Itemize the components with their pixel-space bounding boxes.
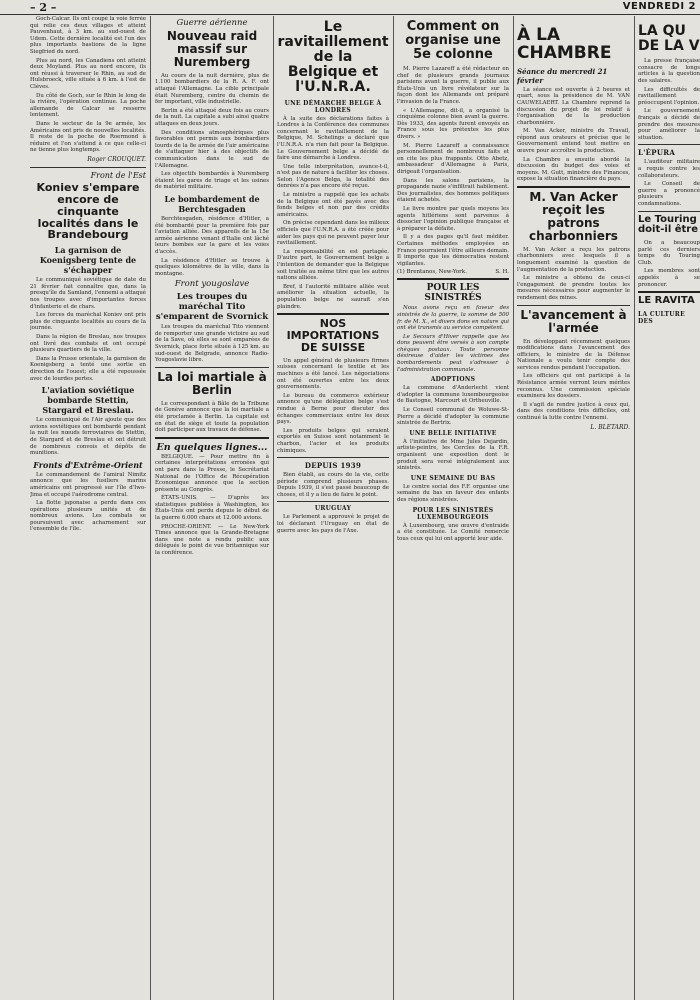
article-paragraph: On a beaucoup parlé ces derniers temps du Touring Club. xyxy=(638,240,700,266)
headline-adoptions: ADOPTIONS xyxy=(430,376,476,384)
section-rubric: Front yougoslave xyxy=(174,279,250,290)
headline-sinistres: POUR LES SINISTRÉS xyxy=(424,283,482,304)
column-rule xyxy=(150,16,151,1000)
article-paragraph: Le ministre a obtenu de ceux-ci l'engagement de prendre toutes les mesures nécessaires pour augmenter le rendement des mines. xyxy=(517,275,630,301)
article-paragraph: La résidence d'Hitler se trouve à quelques kilomètres de la ville, dans la montagne. xyxy=(155,257,269,277)
article-paragraph: Du côté de Goch, sur le Rhin le long de la rivière, l'opération continue. La poche allemande de Calcar se resserre lentement. xyxy=(30,92,146,119)
page-header xyxy=(0,0,700,15)
article-paragraph: Le Conseil de guerre a prononcé plusieurs condamnations. xyxy=(638,181,700,207)
article-paragraph: Le commandement de l'amiral Nimitz annonce que les fusiliers marins américains ont progressé sur l'île d'Iwo-Jima et occupé l'aérodrome central. xyxy=(30,471,146,498)
article-paragraph: Il y a des pages qu'il faut méditer. Certaines méthodes employées en France pourraient l'être ailleurs demain. Il importe que les démocraties restent vigilantes. xyxy=(397,234,509,267)
subheadline-koenigsberg: La garnison de Koenigsberg tente de s'échapper xyxy=(39,245,137,276)
subheadline-berchtesgaden: Le bombardement de Berchtesgaden xyxy=(164,193,260,214)
headline-koniev: Koniev s'empare encore de cinquante localités dans le Brandebourg xyxy=(36,180,140,242)
divider xyxy=(517,305,630,306)
article-paragraph: Le Conseil communal de Woluwe-St-Pierre a décidé d'adopter la commune sinistrée de Bertrix. xyxy=(397,407,509,427)
headline-epuration: L'ÉPURA xyxy=(638,148,676,158)
article-paragraph: M. Van Acker, ministre du Travail, répond aux orateurs et précise que le Gouvernement entend tout mettre en œuvre pour accroître la production. xyxy=(517,128,630,155)
article-paragraph: Le correspondant à Bâle de la Tribune de Genève annonce que la loi martiale a été proclamée à Berlin. La capitale est en état de siège et toute la population doit participer aux travaux de défense. xyxy=(155,400,269,434)
article-paragraph: En développant récemment quelques modifications dans l'avancement des officiers, le ministre de la Défense Nationale a voulu tenir compte des services rendus pendant l'occupation. xyxy=(517,338,630,371)
article-paragraph: Le Secours d'Hiver rappelle que les dons peuvent être versés à son compte chèques postaux. Toute personne désireuse d'aider les victimes des bombardements peut s'adresser à l'administration communale. xyxy=(397,333,509,373)
brief-item: PROCHE-ORIENT. — Le New-York Times annonce que la Grande-Bretagne dans une note a rendu public aux délégués le point de vue britannique sur la conférence. xyxy=(155,523,269,557)
article-paragraph: Dans le secteur de la 9e armée, les Américains ont pris de nouvelles localités. Il reste de la poche de Roermond à réduire et l'on s'attend à ce que celle-ci ne tienne plus longtemps. xyxy=(30,120,146,154)
headline-loi-martiale: La loi martiale à Berlin xyxy=(157,369,267,397)
divider xyxy=(277,313,389,315)
article-paragraph: Le communiqué de l'Air ajoute que des avions soviétiques ont bombardé pendant la nuit les nœuds ferroviaires de Stettin, de Stargard et de Breslau et ont détruit de nombreux convois et dépôts de munitions. xyxy=(30,417,146,457)
headline-uruguay: URUGUAY xyxy=(314,505,352,513)
article-paragraph: Bien établi, au cours de la vie, cette période comprend plusieurs phases. Depuis 1939, il s'est passé beaucoup de choses, et il y a lieu de faire le point. xyxy=(277,472,389,498)
author-signature: S. H. xyxy=(495,269,509,276)
article-paragraph: On précise cependant dans les milieux officiels que l'U.N.R.A. a été créée pour aider les pays qui ne peuvent payer leur ravitaillement. xyxy=(277,220,389,247)
article-paragraph: La responsabilité en est partagée. D'autre part, le Gouvernement belge a l'intention de demander que la Belgique soit traitée au même titre que les autres nations alliées. xyxy=(277,248,389,282)
article-paragraph: M. Pierre Lazareff a été rédacteur en chef de plusieurs grands journaux parisiens avant la guerre, il publie aux États-Unis un livre révélateur sur la façon dont les Allemands ont préparé l'invasion de la France. xyxy=(397,66,509,106)
divider xyxy=(638,291,700,293)
subheadline-extreme-orient: Fronts d'Extrême-Orient xyxy=(33,459,143,470)
article-paragraph: Les troupes du maréchal Tito viennent de remporter une grande victoire au sud de la Save, où elles se sont emparées de Svornick, place forte située à 125 km. au sud-ouest de Belgrade, annonce Radio-Yougoslavie libre. xyxy=(155,324,269,364)
article-paragraph: Goch-Calcar. Ils ont coupé la voie ferrée qui relie ces deux villages et atteint Pauvenhaut, à 3 km. au sud-ouest de Udem. Cette dernière localité est l'un des plus importants bastions de la ligne Siegfried du nord. xyxy=(30,16,146,55)
divider xyxy=(277,457,389,458)
article-paragraph: À l'initiative de Mme Jules Dejardin, artiste-peintre, les Cercles de la F.R. organisent une exposition dont le produit sera versé intégralement aux sinistrés. xyxy=(397,438,509,472)
article-paragraph: Les produits belges qui seraient exportés en Suisse sont notamment le charbon, l'acier et les produits chimiques. xyxy=(277,427,389,454)
article-paragraph: Bref, il l'autorité militaire alliée veut améliorer la situation actuelle, la population belge ne saurait s'en plaindre. xyxy=(277,283,389,310)
column-rule xyxy=(393,16,394,1000)
headline-depuis-1939: DEPUIS 1939 xyxy=(304,461,362,471)
section-quelques-lignes: En quelques lignes... xyxy=(156,441,268,453)
article-paragraph: À la suite des déclarations faites à Londres à la Conférence des communes concernant le ravitaillement de la Belgique, M. Schelings a déclaré que l'U.N.R.A. n'a rien fait pour la Belgique. Le Gouvernement belge a décidé de faire une démarche à Londres. xyxy=(277,115,389,162)
headline-question: LA QU DE LA V xyxy=(638,23,700,55)
article-paragraph: Le ministre a rappelé que les achats de la Belgique ont été payés avec des fonds belges et non par des crédits américains. xyxy=(277,192,389,218)
headline-avancement: L'avancement à l'armée xyxy=(520,307,627,335)
headline-tito: Les troupes du maréchal Tito s'emparent de Svornick xyxy=(155,292,269,323)
session-date: Séance du mercredi 21 février xyxy=(517,66,608,85)
article-paragraph: M. Van Acker a reçu les patrons charbonniers avec lesquels il a longuement examiné la question de l'augmentation de la production. xyxy=(517,246,630,273)
article-paragraph: L'auditeur militaire a requis contre les collaborateurs. xyxy=(638,159,700,179)
article-paragraph: Dans la Prusse orientale, la garnison de Koenigsberg a tenté une sortie en direction de l'ouest; elle a été repoussée avec de lourdes pertes. xyxy=(30,355,146,382)
author-signature: Roger CROUQUET. xyxy=(87,155,146,163)
article-paragraph: La presse française consacre de longs articles à la question des salaires. xyxy=(638,58,700,84)
article-paragraph: Berlin a été attaqué deux fois au cours de la nuit. La capitale a subi ainsi quatre attaques en deux jours. xyxy=(155,107,269,128)
article-paragraph: Les forces du maréchal Koniev ont pris plus de cinquante localités au cours de la journée. xyxy=(30,312,146,332)
article-paragraph: Le gouvernement français a décidé de prendre des mesures pour améliorer la situation. xyxy=(638,108,700,141)
article-paragraph: Au cours de la nuit dernière, plus de 1.100 bombardiers de la R. A. F. ont attaqué l'Allemagne. La cible principale était Nuremberg, centre du chemin de fer important, ville industrielle. xyxy=(155,72,269,106)
article-paragraph: Une telle interprétation, avance-t-il, n'est pas de nature à faciliter les choses. Selon l'Agence Belga, la totalité des denrées n'a pas encore été reçue. xyxy=(277,163,389,190)
author-signature: L. BLETARD. xyxy=(590,423,630,431)
article-paragraph: Le Parlement a approuvé le projet de loi déclarant l'Uruguay en état de guerre avec les pays de l'Axe. xyxy=(277,514,389,534)
article-paragraph: « L'Allemagne, dit-il, a organisé la cinquième colonne bien avant la guerre. Dès 1933, des agents furent envoyés en France sous les prétextes les plus divers. » xyxy=(397,107,509,141)
column-6 xyxy=(638,16,700,1000)
article-paragraph: Les objectifs bombardés à Nuremberg étaient les gares de triage et les usines de matériel militaire. xyxy=(155,171,269,191)
article-paragraph: La commune d'Anderlecht vient d'adopter la commune luxembourgeoise de Bastogne, Marcourt et Ortheuville. xyxy=(397,385,509,405)
column-rule xyxy=(273,16,274,1000)
article-paragraph: Le bureau du commerce extérieur annonce qu'une délégation belge s'est rendue à Berne pour discuter des échanges commerciaux entre les deux pays. xyxy=(277,392,389,426)
article-paragraph: Le centre social des F.F. organise une semaine du bas en faveur des enfants des régions sinistrées. xyxy=(397,483,509,503)
column-rule xyxy=(513,16,514,1000)
brief-item: ÉTATS-UNIS. — D'après les statistiques publiées à Washington, les États-Unis ont perdu depuis le début de la guerre 6.000 chars et 12.000 avions. xyxy=(155,495,269,522)
article-paragraph: M. Pierre Lazareff a connaissance personnellement de nombreux faits et en cite les plus frappants. Otto Abetz, ambassadeur d'Allemagne à Paris, dirigeait l'organisation. xyxy=(397,142,509,175)
divider xyxy=(155,437,269,439)
article-paragraph: À Luxembourg, une œuvre d'entraide a été constituée. Le Comité remercie tous ceux qui lui ont apporté leur aide. xyxy=(397,522,509,542)
article-paragraph: La Chambre a ensuite abordé la discussion du budget des voies et moyens. M. Gutt, ministre des Finances, expose la situation financière du pays. xyxy=(517,156,630,183)
article-paragraph: Des conditions atmosphériques plus favorables ont permis aux bombardiers lourds de la 8e armée de l'air américaine de s'attaquer hier à des objectifs de communication dans le sud de l'Allemagne. xyxy=(155,129,269,169)
headline-initiative: UNE BELLE INITIATIVE xyxy=(409,429,497,437)
divider xyxy=(30,167,146,168)
article-paragraph: Les officiers qui ont participé à la Résistance armée verront leurs mérites reconnus. Une commission spéciale examinera les dossiers. xyxy=(517,373,630,400)
headline-ravitaillement-2: LE RAVITA xyxy=(638,295,695,307)
column-rule xyxy=(634,16,635,1000)
column-3 xyxy=(277,16,389,1000)
dateline: VENDREDI 2 xyxy=(622,1,696,12)
divider xyxy=(517,186,630,188)
article-paragraph: La flotte japonaise a perdu dans ces opérations plusieurs unités et de nombreux avions. Les combats se poursuivent avec acharnement sur l'ensemble de l'île. xyxy=(30,500,146,533)
subheadline-culture: LA CULTURE DES xyxy=(638,311,685,326)
column-5 xyxy=(517,16,630,1000)
article-paragraph: Le communiqué soviétique de date du 21 février fait connaître que, dans la presqu'île du Samland, l'ennemi a attaqué nos troupes avec d'importantes forces d'infanterie et de chars. xyxy=(30,277,146,310)
headline-cinquieme-colonne: Comment on organise une 5e colonne xyxy=(405,19,501,63)
divider xyxy=(638,144,700,145)
column-2 xyxy=(155,16,269,1000)
article-paragraph: Plus au nord, les Canadiens ont atteint deux Moyland. Plus au nord encore, ils ont réussi à traverser le Rhin, au sud de Hulsbroeck, ville située à 6 km. à l'est de Clèves. xyxy=(30,57,146,90)
divider xyxy=(277,501,389,502)
headline-touring: Le Touring doit-il être xyxy=(638,213,698,236)
article-paragraph: Les membres sont appelés à se prononcer. xyxy=(638,268,700,288)
headline-luxembourgeois: POUR LES SINISTRÉS LUXEMBOURGEOIS xyxy=(412,506,494,521)
subheadline-aviation: L'aviation soviétique bombarde Stettin, Stargard et Breslau. xyxy=(41,385,135,416)
article-paragraph: Dans les salons parisiens, la propagande nazie s'infiltrait habilement. Des journalistes, des hommes politiques étaient achetés. xyxy=(397,177,509,204)
footnote-row xyxy=(397,269,509,275)
article-paragraph: Il s'agit de rendre justice à ceux qui, dans des conditions très difficiles, ont continué la lutte contre l'ennemi. xyxy=(517,401,630,422)
section-rubric: Guerre aérienne xyxy=(176,18,248,28)
headline-importations: NOS IMPORTATIONS DE SUISSE xyxy=(286,317,380,354)
article-paragraph: Dans la région de Breslau, nos troupes ont livré des combats et ont occupé plusieurs quartiers de la ville. xyxy=(30,334,146,354)
brief-item: BELGIQUE. — Pour mettre fin à certaines interprétations erronées qui ont paru dans la Presse, le Secrétariat National de l'Office de Récupération Économique annonce que la section présente au Congrès. xyxy=(155,453,269,493)
footnote: (1) Brentanos, New-York. xyxy=(397,269,467,276)
article-paragraph: Berchtesgaden, résidence d'Hitler, a été bombardé pour la première fois par l'aviation alliée. Des appareils de la 15e armée aérienne venant d'Italie ont lâché leurs bombes sur la gare et les voies d'accès. xyxy=(155,215,269,255)
column-1 xyxy=(30,16,146,1000)
article-paragraph: Un appel général de plusieurs firmes suisses concernant le textile et les machines a été lancé. Les négociations ont été ouvertes entre les deux gouvernements. xyxy=(277,357,389,391)
column-4 xyxy=(397,16,509,1000)
headline-van-acker: M. Van Acker reçoit les patrons charbonniers xyxy=(529,190,618,243)
headline-ravitaillement: Le ravitaillement de la Belgique et l'U.N.R.A. xyxy=(277,19,389,96)
article-paragraph: Le livre montre par quels moyens les agents hitlériens sont parvenus à dissocier l'opinion publique française et à préparer la défaite. xyxy=(397,205,509,232)
section-rubric: Front de l'Est xyxy=(90,170,146,180)
divider xyxy=(397,278,509,280)
headline-chambre: À LA CHAMBRE xyxy=(517,25,612,64)
headline-nuremberg: Nouveau raid massif sur Nuremberg xyxy=(166,29,258,69)
divider xyxy=(638,211,700,212)
article-paragraph: Nous avons reçu en faveur des sinistrés de la guerre, la somme de 500 fr. de M. X., et divers dons en nature qui ont été transmis au service compétent. xyxy=(397,305,509,332)
divider xyxy=(155,367,269,368)
kicker-demarche: UNE DÉMARCHE BELGE À LONDRES xyxy=(284,99,382,114)
article-paragraph: Les difficultés de ravitaillement préoccupent l'opinion. xyxy=(638,86,700,106)
page-number: – 2 – xyxy=(30,1,57,14)
article-paragraph: La séance est ouverte à 2 heures et quart, sous la présidence de M. VAN CAUWELAERT. La Chambre reprend la discussion du projet de loi relatif à l'organisation de la production charbonnière. xyxy=(517,86,630,126)
headline-semaine: UNE SEMAINE DU BAS xyxy=(410,474,496,482)
